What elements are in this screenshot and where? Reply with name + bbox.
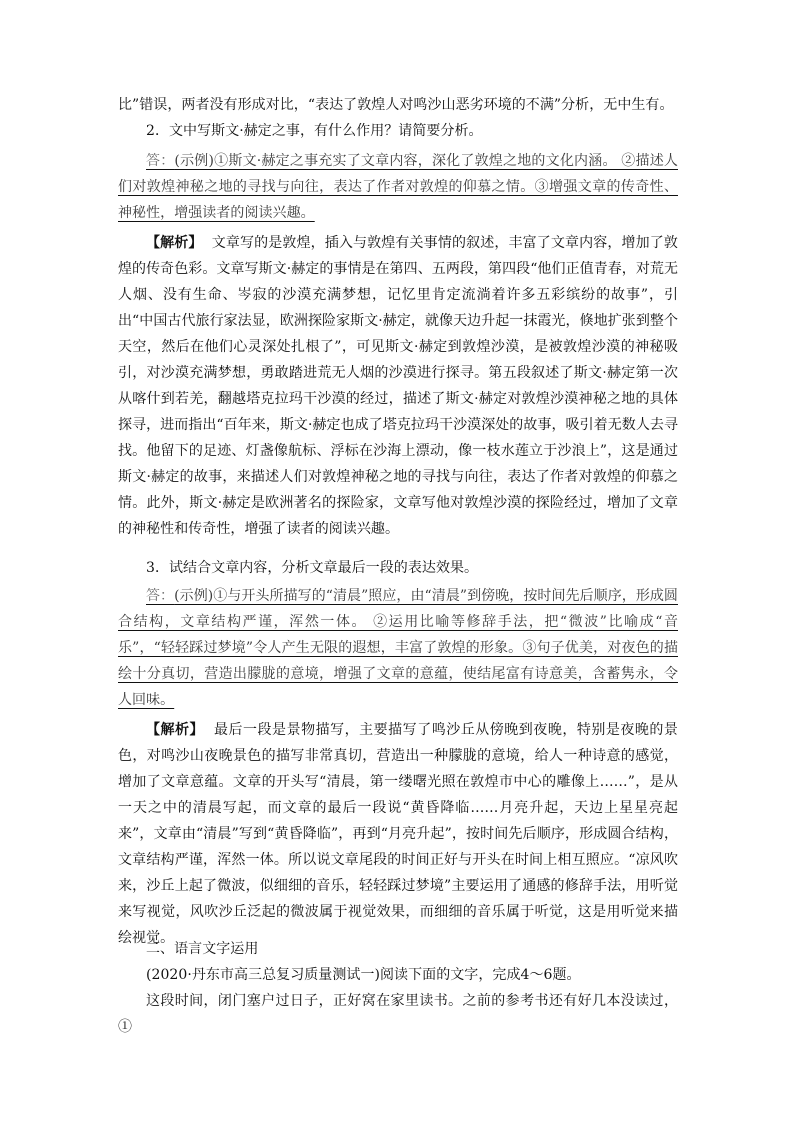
analysis-3 [118, 717, 678, 951]
answer-label: 答： [146, 588, 175, 604]
section-heading: 二、语言文字运用 [146, 941, 259, 957]
analysis-2-text: 文章写的是敦煌，插入与敦煌有关事情的叙述，丰富了文章内容，增加了敦煌的传奇色彩。文章写斯文·赫定的事情是在第四、五两段，第四段“他们正值青春，对荒无人烟、没有生命、岑寂的沙漠充满梦想，记忆里肯定流淌着许多五彩缤纷的故事”，引出“中国古代旅行家法显，欧洲探险家斯文·赫定，就像天边升起一抹霞光，倏地扩张到整个天空，然后在他们心灵深处扎根了”，可见斯文·赫定到敦煌沙漠，是被敦煌沙漠的神秘吸引，对沙漠充满梦想，勇敢踏进荒无人烟的沙漠进行探寻。第五段叙述了斯文·赫定第一次从喀什到若羌，翻越塔克拉玛干沙漠的经过，描述了斯文·赫定对敦煌沙漠神秘之地的具体探寻，进而指出“百年来，斯文·赫定也成了塔克拉玛干沙漠深处的故事，吸引着无数人去寻找。他留下的足迹、灯盏像航标、浮标在沙海上漂动，像一枝水莲立于沙浪上”，这是通过斯文·赫定的故事，来描述人们对敦煌神秘之地的寻找与向往，表达了作者对敦煌的仰慕之情。此外，斯文·赫定是欧洲著名的探险家，文章写他对敦煌沙漠的探险经过，增加了文章的神秘性和传奇性，增强了读者的阅读兴趣。 [118, 235, 678, 537]
answer-3 [118, 583, 678, 713]
question-3: 3．试结合文章内容，分析文章最后一段的表达效果。 [146, 560, 479, 576]
question-2: 2．文中写斯文·赫定之事，有什么作用？请简要分析。 [146, 123, 483, 139]
source-line: (2020·丹东市高三总复习质量测试一)阅读下面的文字，完成4～6题。 [146, 967, 581, 983]
analysis-label: 【解析】 [146, 722, 205, 738]
answer-2-text: (示例)①斯文·赫定之事充实了文章内容，深化了敦煌之地的文化内涵。 ②描述人们对敦煌神秘之地的寻找与向往，表达了作者对敦煌的仰慕之情。③增强文章的传奇性、神秘性，增强读者的阅读兴趣。 [118, 153, 678, 221]
answer-3-text: (示例)①与开头所描写的“清晨”照应，由“清晨”到傍晚，按时间先后顺序，形成圆合结构，文章结构严谨，浑然一体。 ②运用比喻等修辞手法，把“微波”比喻成“音乐”，“轻轻踩过梦境”令人产生无限的遐想，丰富了敦煌的形象。③句子优美，对夜色的描绘十分真切，营造出朦胧的意境，增强了文章的意蕴，使结尾富有诗意美，含蓄隽永，令人回味。 [118, 588, 678, 708]
analysis-label: 【解析】 [146, 235, 203, 251]
intro-line: 比”错误，两者没有形成对比，“表达了敦煌人对鸣沙山恶劣环境的不满”分析，无中生有。 [118, 97, 674, 113]
analysis-2 [118, 230, 678, 542]
passage-start: 这段时间，闭门塞户过日子，正好窝在家里读书。之前的参考书还有好几本没读过，① [118, 993, 678, 1035]
analysis-3-text: 最后一段是景物描写，主要描写了鸣沙丘从傍晚到夜晚，特别是夜晚的景色，对鸣沙山夜晚景色的描写非常真切，营造出一种朦胧的意境，给人一种诗意的感觉，增加了文章意蕴。文章的开头写“清晨，第一缕曙光照在敦煌市中心的雕像上……”，是从一天之中的清晨写起，而文章的最后一段说“黄昏降临……月亮升起，天边上星星亮起来”，文章由“清晨”写到“黄昏降临”，再到“月亮升起”，按时间先后顺序，形成圆合结构，文章结构严谨，浑然一体。所以说文章尾段的时间正好与开头在时间上相互照应。“凉风吹来，沙丘上起了微波，似细细的音乐，轻轻踩过梦境”主要运用了通感的修辞手法，用听觉来写视觉，风吹沙丘泛起的微波属于视觉效果，而细细的音乐属于听觉，这是用听觉来描绘视觉。 [118, 722, 678, 946]
answer-label: 答： [146, 153, 175, 169]
answer-2 [118, 148, 678, 226]
